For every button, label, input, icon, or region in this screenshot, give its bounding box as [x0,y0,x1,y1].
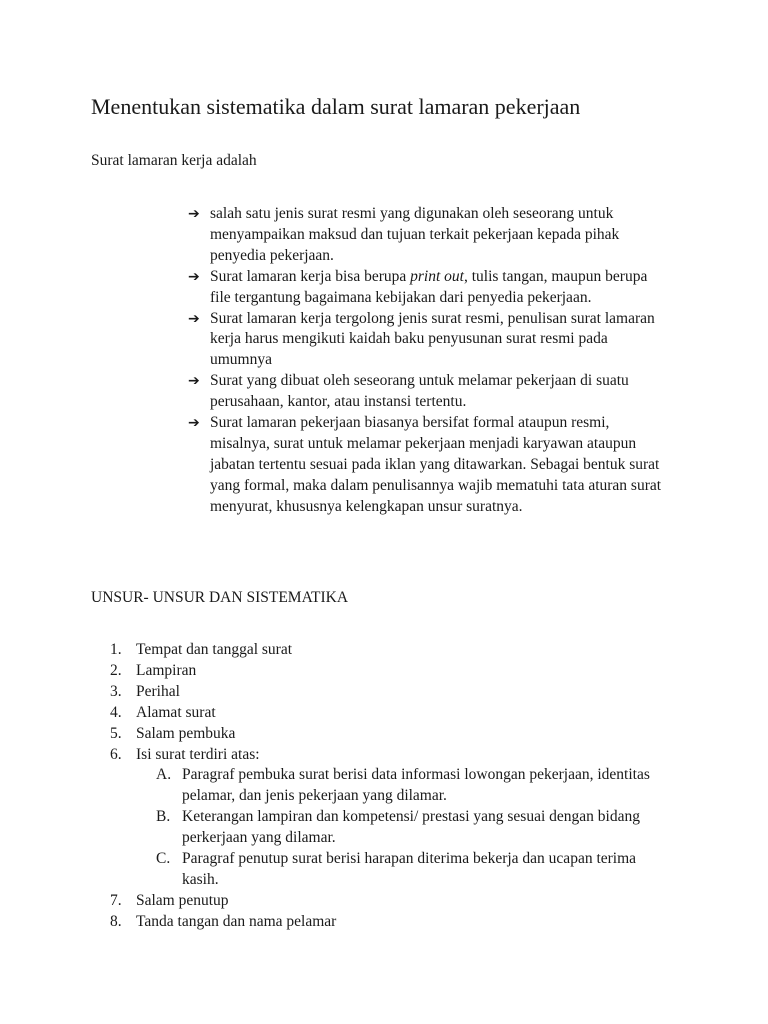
list-item [110,640,670,661]
sub-list-item [156,807,670,849]
sub-list-text: Keterangan lampiran dan kompetensi/ prestasi yang sesuai dengan bidang perkerjaan yang dilamar. [182,808,640,847]
bullet-text: Surat yang dibuat oleh seseorang untuk melamar pekerjaan di suatu perusahaan, kantor, atau instansi tertentu. [210,372,629,411]
list-item-text: Salam pembuka [136,724,236,742]
list-item [110,682,670,703]
sub-list-letter: B. [156,808,171,826]
list-item-text: Tempat dan tanggal surat [136,641,293,658]
sub-list-item [156,765,670,807]
bullet-item [188,204,668,267]
sub-list-text: Paragraf penutup surat berisi harapan diterima bekerja dan ucapan terima kasih. [182,850,637,888]
bullet-emphasis: print out [410,267,464,285]
list-item-text: Perihal [136,682,180,700]
list-item [110,891,670,912]
bullet-text: Surat lamaran kerja tergolong jenis surat resmi, penulisan surat lamaran kerja harus mengikuti kaidah baku penyusunan surat resmi pada umumnya [210,309,655,369]
bullet-text: Surat lamaran pekerjaan biasanya bersifat formal ataupun resmi, misalnya, surat untuk melamar pekerjaan menjadi karyawan ataupun jabatan tertentu sesuai pada iklan yang ditawarkan. Sebagai bentuk surat yang formal, maka dalam penulisannya wajib mematuhi tata aturan surat menyurat, khususnya kelengkapan unsur suratnya. [210,414,662,515]
bullet-item [188,267,668,309]
right-arrow-icon: ➔ [188,310,200,327]
sub-list-letter: C. [156,850,171,868]
list-item-text: Lampiran [136,661,197,679]
sub-list-text: Paragraf pembuka surat berisi data informasi lowongan pekerjaan, identitas pelamar, dan jenis pekerjaan yang dilamar. [182,766,650,805]
page-title: Menentukan sistematika dalam surat lamaran pekerjaan [91,94,581,119]
list-item [110,724,670,745]
right-arrow-icon: ➔ [188,415,200,432]
bullet-text: salah satu jenis surat resmi yang digunakan oleh seseorang untuk menyampaikan maksud dan tujuan terkait pekerjaan kepada pihak penyedia pekerjaan. [210,205,620,264]
list-number: 7. [110,891,122,909]
bullet-text-continued: , tulis tangan, maupun berupa file tergantung bagaimana kebijakan dari penyedia pekerjaan. [210,267,648,306]
list-item-text: Isi surat terdiri atas: [136,745,260,763]
bullet-item [188,309,668,372]
bullet-item [188,413,668,518]
list-number: 8. [110,912,122,930]
list-item-text: Alamat surat [136,703,216,721]
list-number: 4. [110,703,122,721]
sub-list-item [156,849,670,891]
right-arrow-icon: ➔ [188,206,200,222]
right-arrow-icon: ➔ [188,268,200,285]
sub-list [156,765,670,890]
bullet-text: Surat lamaran kerja bisa berupa [210,267,411,285]
intro-text: Surat lamaran kerja adalah [91,152,257,169]
bullet-item [188,371,668,413]
list-number: 6. [110,745,122,763]
list-item-text: Salam penutup [136,891,229,909]
list-number: 2. [110,661,122,679]
elements-numbered-list [110,640,670,933]
definition-bullet-list [188,204,668,518]
list-number: 3. [110,682,122,700]
section-heading: UNSUR- UNSUR DAN SISTEMATIKA [91,589,349,606]
list-item [110,661,670,682]
sub-list-letter: A. [156,766,172,784]
right-arrow-icon: ➔ [188,373,200,390]
list-number: 5. [110,724,122,742]
list-number: 1. [110,641,122,658]
list-item-text: Tanda tangan dan nama pelamar [136,912,337,930]
list-item [110,703,670,724]
list-item [110,745,670,891]
list-item [110,912,670,933]
